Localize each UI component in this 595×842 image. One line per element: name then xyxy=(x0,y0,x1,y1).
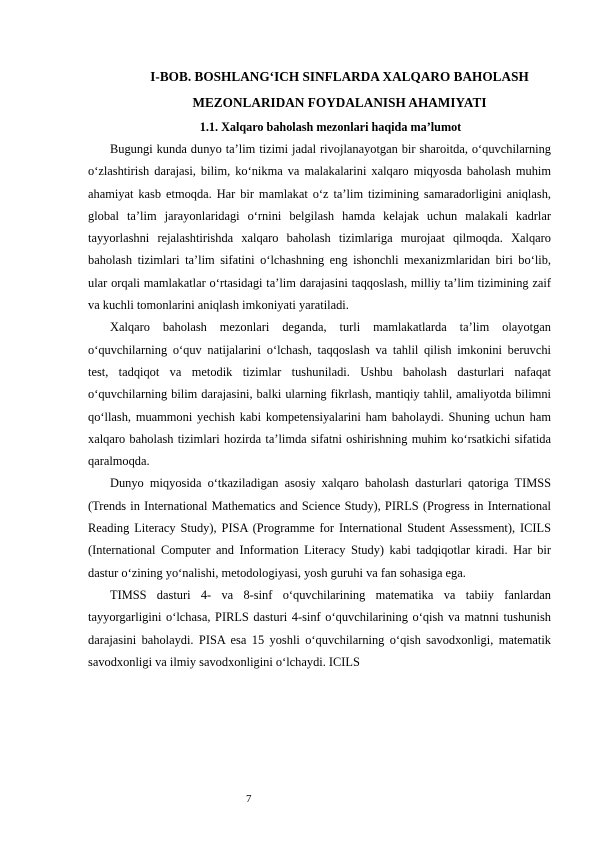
paragraph-2: Xalqaro baholash mezonlari deganda, turli mamlakatlarda ta’lim olayotgan o‘quvchilarning o‘quv natijalarini o‘lchash, taqqoslash va tahlil qilish imkonini beruvchi test, tadqiqot va metodik tizimlar tushuniladi. Ushbu baholash dasturlari nafaqat o‘quvchilarning bilim darajasini, balki ularning fikrlash, mantiqiy tahlil, amaliyotda bilimni qo‘llash, muammoni yechish kabi kompetensiyalarini ham baholaydi. Shuning uchun ham xalqaro baholash tizimlari hozirda ta’limda sifatni oshirishning muhim ko‘rsatkichi sifatida qaralmoqda. xyxy=(88,320,551,469)
paragraph-3: Dunyo miqyosida o‘tkaziladigan asosiy xalqaro baholash dasturlari qatoriga TIMSS (Trends in International Mathematics and Science Study), PIRLS (Progress in International Reading Literacy Study), PISA (Programme for International Student Assessment), ICILS (International Computer and Information Literacy Study) kabi tadqiqotlar kiradi. Har bir dastur o‘zining yo‘nalishi, metodologiyasi, yosh guruhi va fan sohasiga ega. xyxy=(88,476,551,580)
section-title: 1.1. Xalqaro baholash mezonlari haqida ma’lumot xyxy=(199,120,462,134)
chapter-title: I-BOB. BOSHLANG‘ICH SINFLARDA XALQARO BAHOLASH MEZONLARIDAN FOYDALANISH AHAMIYATI xyxy=(150,69,529,110)
page-content xyxy=(88,64,551,673)
paragraph-1: Bugungi kunda dunyo ta’lim tizimi jadal rivojlanayotgan bir sharoitda, o‘quvchilarning o‘zlashtirish darajasi, bilim, ko‘nikma va malakalarini xalqaro miqyosda baholash muhim ahamiyat kasb etmoqda. Har bir mamlakat o‘z ta’lim tizimining samaradorligini aniqlash, global ta’lim jarayonlaridagi o‘rnini belgilash hamda kelajak uchun malakali kadrlar tayyorlashni rejalashtirishda xalqaro baholash tizimlariga murojaat qilmoqda. Xalqaro baholash tizimlari ta’lim sifatini o‘lchashning eng ishonchli mexanizmlaridan biri bo‘lib, ular orqali mamlakatlar o‘rtasidagi ta’lim darajasini taqqoslash, milliy ta’lim tizimining zaif va kuchli tomonlarini aniqlash imkoniyati yaratiladi. xyxy=(88,142,551,313)
paragraph-4: TIMSS dasturi 4- va 8-sinf o‘quvchilarining matematika va tabiiy fanlardan tayyorgarligini o‘lchasa, PIRLS dasturi 4-sinf o‘quvchilarining o‘qish va matnni tushunish darajasini baholaydi. PISA esa 15 yoshli o‘quvchilarning o‘qish savodxonligi, matematik savodxonligi va ilmiy savodxonligini o‘lchaydi. ICILS xyxy=(88,587,551,669)
page-number: 7 xyxy=(246,793,252,805)
